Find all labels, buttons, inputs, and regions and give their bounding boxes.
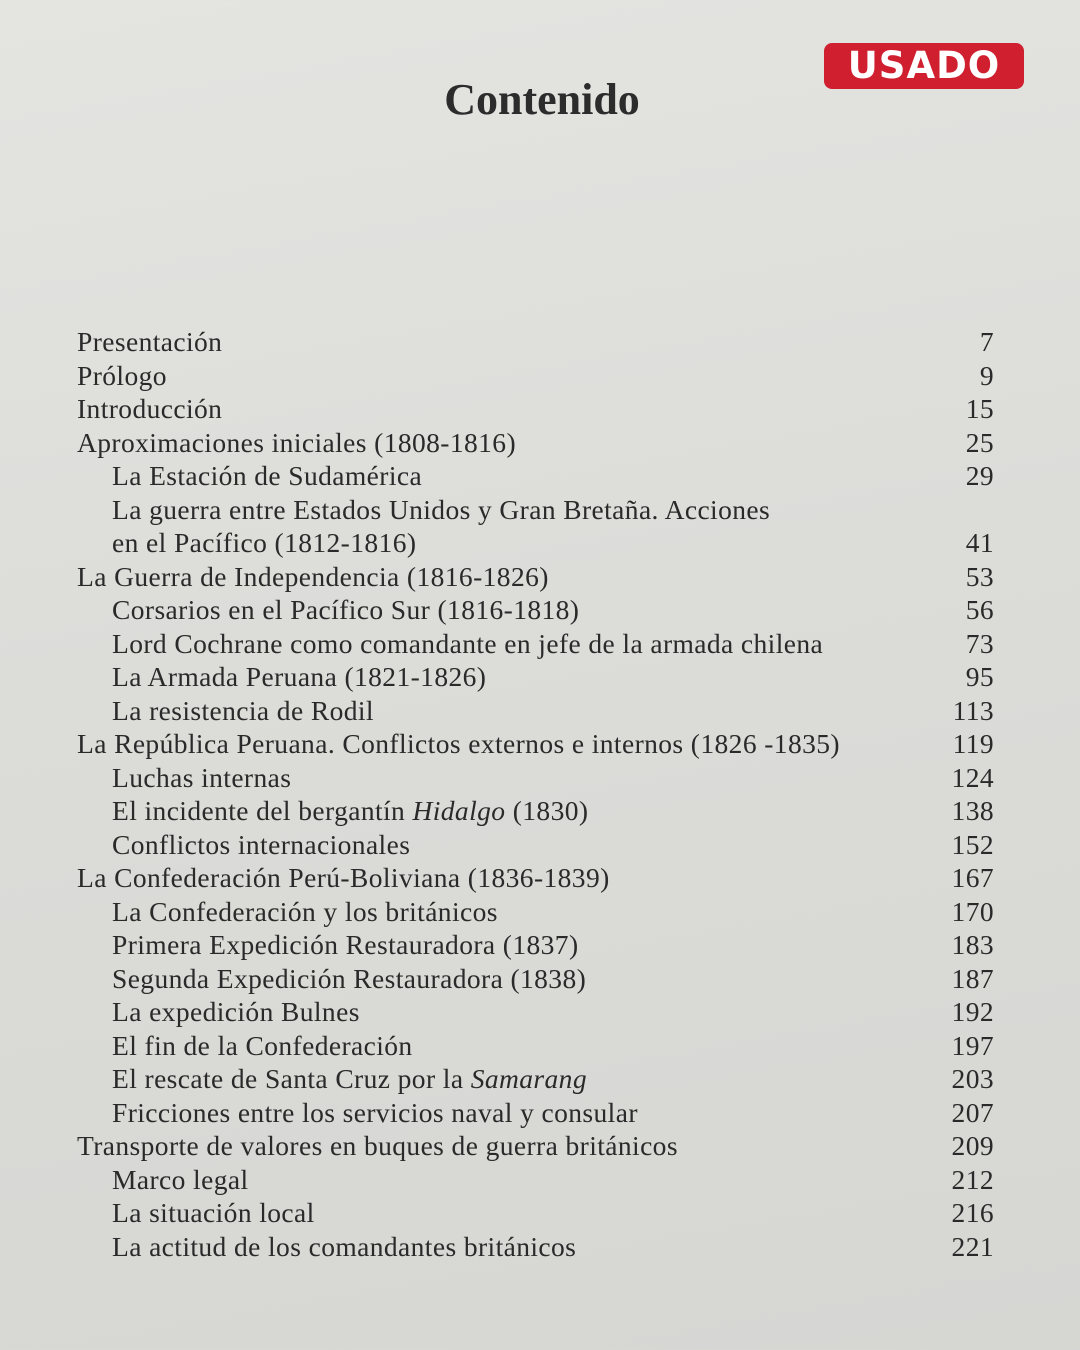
toc-subentry [0,895,1080,929]
toc-entry-label: Primera Expedición Restauradora (1837) [112,929,579,960]
ship-name: Samarang [470,1063,587,1094]
toc-entry [0,426,1080,460]
toc-entry-label: La guerra entre Estados Unidos y Gran Bretaña. Acciones [112,493,771,525]
toc-entry-label: La expedición Bulnes [112,996,360,1027]
toc-entry [0,325,1080,359]
label-text: El incidente del bergantín [112,795,413,826]
toc-subentry [0,962,1080,996]
toc-subentry [0,459,1080,493]
toc-subentry [0,660,1080,694]
toc-entry-page: 113 [952,694,994,726]
toc-entry-page: 7 [979,326,994,357]
toc-entry-label: Lord Cochrane como comandante en jefe de la armada chilena [112,627,824,659]
toc-entry-label: La Guerra de Independencia (1816-1826) [77,560,549,592]
toc-entry-label: Conflictos internacionales [112,828,411,860]
toc-entry-label: Presentación [77,326,223,357]
toc-entry-label: La resistencia de Rodil [112,694,374,726]
toc-entry-page: 124 [951,761,994,793]
toc-subentry [0,995,1080,1029]
label-text: El rescate de Santa Cruz por la [112,1063,471,1094]
toc-subentry [0,1196,1080,1230]
toc-subentry [0,794,1080,828]
toc-entry-label: en el Pacífico (1812-1816) [112,527,417,558]
toc-entry-page: 73 [965,627,994,659]
toc-subentry [0,694,1080,728]
toc-entry-label: La Armada Peruana (1821-1826) [112,661,487,692]
toc-entry-page: 152 [951,828,994,860]
table-of-contents [0,325,1080,1263]
toc-entry-page: 192 [951,996,994,1027]
toc-entry-page: 197 [951,1029,994,1061]
toc-entry-label: Corsarios en el Pacífico Sur (1816-1818) [112,594,580,625]
toc-entry [0,560,1080,594]
toc-subentry [0,1062,1080,1096]
toc-subentry [0,1230,1080,1264]
toc-entry [0,359,1080,393]
toc-entry-label: Fricciones entre los servicios naval y consular [112,1096,638,1128]
toc-entry [0,861,1080,895]
toc-subentry [0,493,1080,527]
toc-entry-page: 207 [951,1096,994,1128]
toc-subentry [0,627,1080,661]
toc-entry-label: El fin de la Confederación [112,1029,413,1061]
toc-subentry [0,1163,1080,1197]
toc-subentry [0,928,1080,962]
toc-entry-page: 187 [951,962,994,994]
toc-entry-page: 209 [951,1130,994,1161]
toc-entry-label: Prólogo [77,359,167,391]
toc-entry-page: 9 [979,359,994,391]
toc-entry-page: 56 [965,594,994,625]
toc-entry-page: 95 [965,661,994,692]
toc-entry-page: 15 [965,393,994,424]
toc-subentry [0,526,1080,560]
toc-entry-label: La actitud de los comandantes británicos [112,1230,577,1262]
toc-entry-page: 29 [965,460,994,491]
toc-entry-label [112,1062,587,1096]
toc-entry-page: 216 [951,1197,994,1228]
toc-entry-page: 138 [951,795,994,826]
toc-entry-page: 119 [952,728,994,759]
toc-entry-page: 41 [965,527,994,558]
toc-entry-label: Luchas internas [112,761,292,793]
toc-entry-label: La Confederación y los británicos [112,895,498,927]
toc-entry-page: 203 [951,1063,994,1094]
toc-entry-label: Introducción [77,393,223,424]
toc-subentry [0,828,1080,862]
ship-name: Hidalgo [412,795,506,826]
toc-entry-label: Segunda Expedición Restauradora (1838) [112,962,587,994]
toc-entry-label: Marco legal [112,1163,249,1195]
used-badge: USADO [824,43,1024,89]
toc-subentry [0,1096,1080,1130]
toc-entry-page: 183 [951,929,994,960]
label-text: (1830) [505,795,589,826]
page-title: Contenido [444,75,640,124]
toc-entry-label [112,794,588,828]
toc-entry-page: 221 [951,1230,994,1262]
toc-entry-label: La Confederación Perú-Boliviana (1836-1839) [77,862,610,893]
toc-subentry [0,1029,1080,1063]
toc-entry-label: Transporte de valores en buques de guerra británicos [77,1130,678,1161]
toc-entry-page: 167 [951,862,994,893]
toc-entry-page: 170 [951,895,994,927]
toc-entry-label: Aproximaciones iniciales (1808-1816) [77,426,517,458]
toc-entry [0,727,1080,761]
toc-entry-label: La Estación de Sudamérica [112,460,423,491]
toc-subentry [0,761,1080,795]
toc-entry-page: 25 [965,426,994,458]
toc-entry-page: 53 [965,560,994,592]
toc-entry-label: La situación local [112,1197,315,1228]
toc-entry-page: 212 [951,1163,994,1195]
toc-entry [0,1129,1080,1163]
toc-subentry [0,593,1080,627]
toc-entry-label: La República Peruana. Conflictos externos e internos (1826 -1835) [77,728,840,759]
toc-entry [0,392,1080,426]
